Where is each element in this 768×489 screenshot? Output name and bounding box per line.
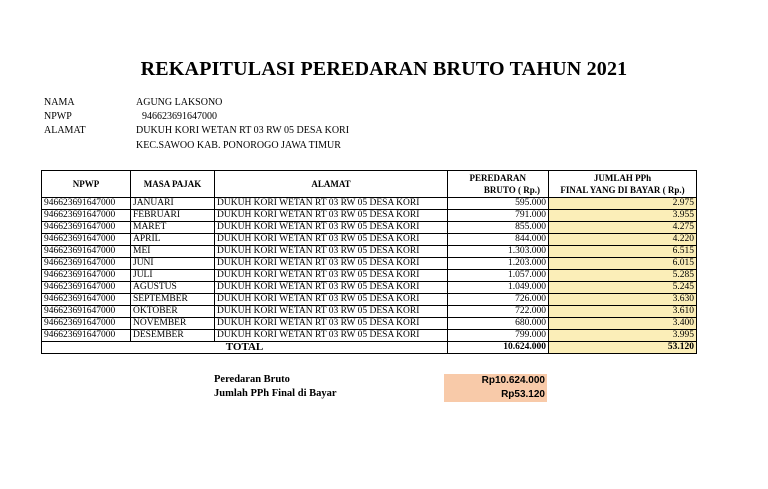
alamat-label: ALAMAT xyxy=(44,125,86,136)
npwp-value: 946623691647000 xyxy=(142,111,217,122)
header-peredaran-line2: BRUTO ( Rp.) xyxy=(483,185,540,195)
table-row xyxy=(42,270,697,282)
header-pph xyxy=(549,171,697,198)
header-pph-line2: FINAL YANG DI BAYAR ( Rp.) xyxy=(560,185,685,195)
cell-npwp: 946623691647000 xyxy=(42,306,131,318)
cell-pph: 5.285 xyxy=(549,270,697,282)
table-header-row xyxy=(42,171,697,198)
cell-npwp: 946623691647000 xyxy=(42,246,131,258)
table-row xyxy=(42,246,697,258)
table-row xyxy=(42,258,697,270)
total-pph: 53.120 xyxy=(549,342,697,354)
header-npwp: NPWP xyxy=(42,171,131,198)
cell-bruto: 799.000 xyxy=(448,330,549,342)
cell-bruto: 1.057.000 xyxy=(448,270,549,282)
cell-alamat: DUKUH KORI WETAN RT 03 RW 05 DESA KORI xyxy=(215,282,448,294)
cell-pph: 5.245 xyxy=(549,282,697,294)
cell-pph: 3.610 xyxy=(549,306,697,318)
cell-bruto: 1.203.000 xyxy=(448,258,549,270)
cell-masa-pajak: MEI xyxy=(131,246,215,258)
total-label: TOTAL xyxy=(42,342,448,354)
table-row xyxy=(42,198,697,210)
cell-alamat: DUKUH KORI WETAN RT 03 RW 05 DESA KORI xyxy=(215,258,448,270)
cell-pph: 4.275 xyxy=(549,222,697,234)
cell-bruto: 844.000 xyxy=(448,234,549,246)
cell-masa-pajak: FEBRUARI xyxy=(131,210,215,222)
cell-bruto: 680.000 xyxy=(448,318,549,330)
cell-bruto: 722.000 xyxy=(448,306,549,318)
cell-masa-pajak: JANUARI xyxy=(131,198,215,210)
cell-masa-pajak: JUNI xyxy=(131,258,215,270)
nama-value: AGUNG LAKSONO xyxy=(136,97,223,108)
taxpayer-info xyxy=(44,96,444,156)
nama-label: NAMA xyxy=(44,97,75,108)
cell-alamat: DUKUH KORI WETAN RT 03 RW 05 DESA KORI xyxy=(215,330,448,342)
cell-alamat: DUKUH KORI WETAN RT 03 RW 05 DESA KORI xyxy=(215,270,448,282)
summary-pph-value: Rp53.120 xyxy=(444,388,547,402)
cell-alamat: DUKUH KORI WETAN RT 03 RW 05 DESA KORI xyxy=(215,246,448,258)
rekap-table xyxy=(41,170,697,354)
cell-npwp: 946623691647000 xyxy=(42,270,131,282)
table-row xyxy=(42,306,697,318)
cell-npwp: 946623691647000 xyxy=(42,198,131,210)
header-alamat: ALAMAT xyxy=(215,171,448,198)
cell-pph: 4.220 xyxy=(549,234,697,246)
summary-pph-label: Jumlah PPh Final di Bayar xyxy=(214,388,337,399)
header-peredaran xyxy=(448,171,549,198)
cell-npwp: 946623691647000 xyxy=(42,330,131,342)
page-title: REKAPITULASI PEREDARAN BRUTO TAHUN 2021 xyxy=(140,58,628,80)
header-pph-line1: JUMLAH PPh xyxy=(593,173,652,183)
cell-npwp: 946623691647000 xyxy=(42,294,131,306)
cell-pph: 2.975 xyxy=(549,198,697,210)
cell-npwp: 946623691647000 xyxy=(42,210,131,222)
npwp-label: NPWP xyxy=(44,111,72,122)
alamat-line2: KEC.SAWOO KAB. PONOROGO JAWA TIMUR xyxy=(136,140,341,151)
table-row xyxy=(42,282,697,294)
cell-pph: 6.515 xyxy=(549,246,697,258)
cell-alamat: DUKUH KORI WETAN RT 03 RW 05 DESA KORI xyxy=(215,318,448,330)
cell-npwp: 946623691647000 xyxy=(42,318,131,330)
header-peredaran-line1: PEREDARAN xyxy=(469,173,526,183)
cell-pph: 6.015 xyxy=(549,258,697,270)
cell-pph: 3.995 xyxy=(549,330,697,342)
cell-masa-pajak: MARET xyxy=(131,222,215,234)
alamat-line1: DUKUH KORI WETAN RT 03 RW 05 DESA KORI xyxy=(136,125,350,136)
cell-masa-pajak: DESEMBER xyxy=(131,330,215,342)
table-row xyxy=(42,222,697,234)
header-masa-pajak: MASA PAJAK xyxy=(131,171,215,198)
cell-npwp: 946623691647000 xyxy=(42,282,131,294)
cell-bruto: 855.000 xyxy=(448,222,549,234)
summary-bruto-value: Rp10.624.000 xyxy=(444,374,547,388)
cell-alamat: DUKUH KORI WETAN RT 03 RW 05 DESA KORI xyxy=(215,294,448,306)
table-row xyxy=(42,210,697,222)
cell-npwp: 946623691647000 xyxy=(42,258,131,270)
total-row xyxy=(42,342,697,354)
cell-bruto: 595.000 xyxy=(448,198,549,210)
table-row xyxy=(42,234,697,246)
cell-alamat: DUKUH KORI WETAN RT 03 RW 05 DESA KORI xyxy=(215,210,448,222)
cell-pph: 3.955 xyxy=(549,210,697,222)
summary-bruto-label: Peredaran Bruto xyxy=(214,374,290,385)
cell-bruto: 791.000 xyxy=(448,210,549,222)
cell-masa-pajak: AGUSTUS xyxy=(131,282,215,294)
cell-alamat: DUKUH KORI WETAN RT 03 RW 05 DESA KORI xyxy=(215,234,448,246)
cell-masa-pajak: NOVEMBER xyxy=(131,318,215,330)
cell-bruto: 1.049.000 xyxy=(448,282,549,294)
cell-masa-pajak: OKTOBER xyxy=(131,306,215,318)
cell-masa-pajak: SEPTEMBER xyxy=(131,294,215,306)
cell-bruto: 726.000 xyxy=(448,294,549,306)
cell-alamat: DUKUH KORI WETAN RT 03 RW 05 DESA KORI xyxy=(215,306,448,318)
table-row xyxy=(42,294,697,306)
table-row xyxy=(42,330,697,342)
cell-npwp: 946623691647000 xyxy=(42,234,131,246)
total-bruto: 10.624.000 xyxy=(448,342,549,354)
cell-bruto: 1.303.000 xyxy=(448,246,549,258)
cell-pph: 3.630 xyxy=(549,294,697,306)
table-row xyxy=(42,318,697,330)
cell-masa-pajak: APRIL xyxy=(131,234,215,246)
cell-pph: 3.400 xyxy=(549,318,697,330)
cell-masa-pajak: JULI xyxy=(131,270,215,282)
cell-alamat: DUKUH KORI WETAN RT 03 RW 05 DESA KORI xyxy=(215,222,448,234)
cell-npwp: 946623691647000 xyxy=(42,222,131,234)
cell-alamat: DUKUH KORI WETAN RT 03 RW 05 DESA KORI xyxy=(215,198,448,210)
